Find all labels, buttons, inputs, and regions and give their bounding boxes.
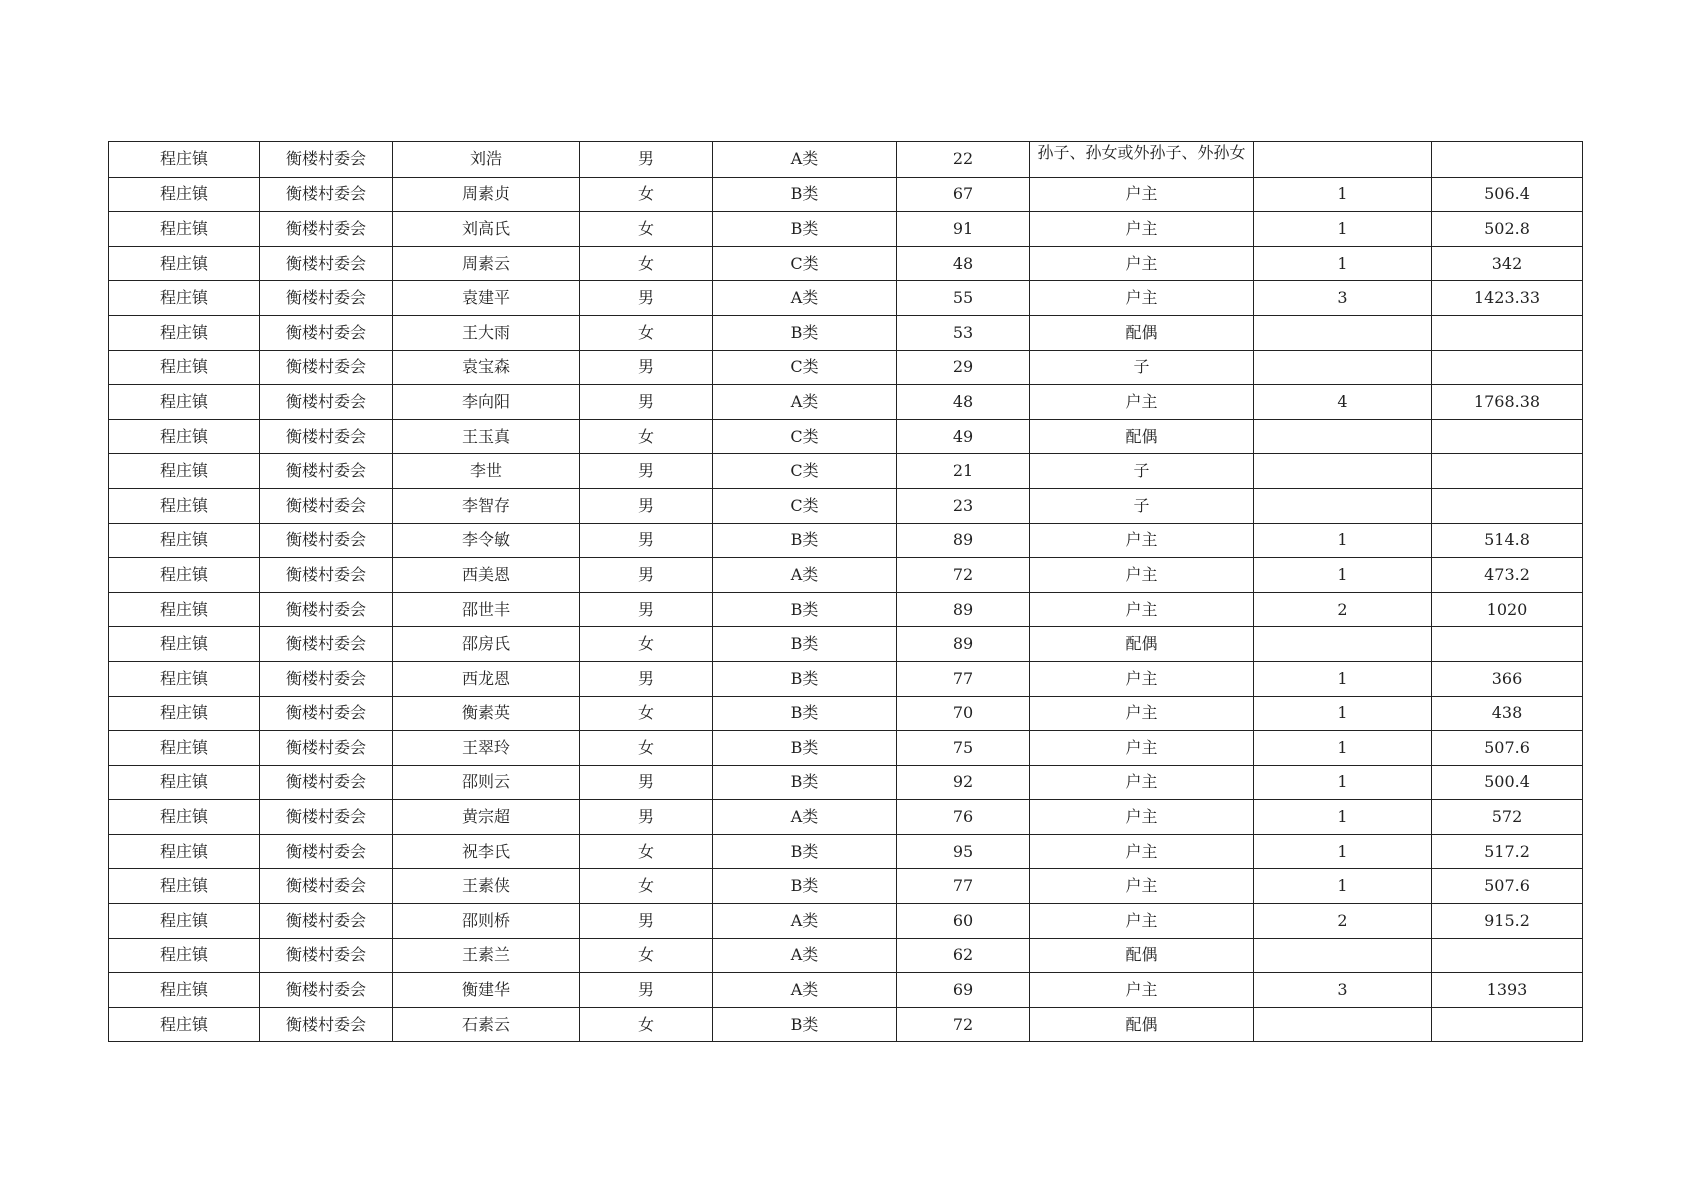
table-row bbox=[109, 731, 1583, 766]
household-size-cell bbox=[1254, 419, 1432, 454]
household-size-cell bbox=[1254, 454, 1432, 489]
name-cell: 周素贞 bbox=[393, 177, 580, 212]
amount-cell: 1020 bbox=[1432, 592, 1583, 627]
category-cell: B类 bbox=[713, 731, 897, 766]
table-row bbox=[109, 800, 1583, 835]
town-cell: 程庄镇 bbox=[109, 938, 260, 973]
age-cell: 72 bbox=[897, 558, 1030, 593]
category-cell: B类 bbox=[713, 177, 897, 212]
town-cell: 程庄镇 bbox=[109, 800, 260, 835]
category-cell: A类 bbox=[713, 973, 897, 1008]
amount-cell bbox=[1432, 315, 1583, 350]
category-cell: B类 bbox=[713, 212, 897, 247]
gender-cell: 女 bbox=[580, 627, 713, 662]
name-cell: 李向阳 bbox=[393, 385, 580, 420]
category-cell: A类 bbox=[713, 385, 897, 420]
household-size-cell: 1 bbox=[1254, 869, 1432, 904]
gender-cell: 女 bbox=[580, 938, 713, 973]
name-cell: 李智存 bbox=[393, 488, 580, 523]
table-row bbox=[109, 419, 1583, 454]
amount-cell: 342 bbox=[1432, 246, 1583, 281]
household-size-cell bbox=[1254, 488, 1432, 523]
name-cell: 祝李氏 bbox=[393, 834, 580, 869]
table-body bbox=[109, 142, 1583, 1042]
table-row bbox=[109, 315, 1583, 350]
amount-cell bbox=[1432, 488, 1583, 523]
village-committee-cell: 衡楼村委会 bbox=[260, 1007, 393, 1042]
village-committee-cell: 衡楼村委会 bbox=[260, 627, 393, 662]
household-size-cell bbox=[1254, 938, 1432, 973]
age-cell: 77 bbox=[897, 869, 1030, 904]
relation-cell: 户主 bbox=[1030, 765, 1254, 800]
gender-cell: 男 bbox=[580, 142, 713, 178]
household-size-cell: 1 bbox=[1254, 177, 1432, 212]
age-cell: 92 bbox=[897, 765, 1030, 800]
household-size-cell: 2 bbox=[1254, 904, 1432, 939]
gender-cell: 男 bbox=[580, 558, 713, 593]
village-committee-cell: 衡楼村委会 bbox=[260, 661, 393, 696]
name-cell: 西龙恩 bbox=[393, 661, 580, 696]
category-cell: A类 bbox=[713, 142, 897, 178]
town-cell: 程庄镇 bbox=[109, 869, 260, 904]
category-cell: B类 bbox=[713, 315, 897, 350]
amount-cell: 500.4 bbox=[1432, 765, 1583, 800]
relation-cell: 户主 bbox=[1030, 731, 1254, 766]
town-cell: 程庄镇 bbox=[109, 246, 260, 281]
amount-cell: 366 bbox=[1432, 661, 1583, 696]
name-cell: 黄宗超 bbox=[393, 800, 580, 835]
amount-cell: 915.2 bbox=[1432, 904, 1583, 939]
village-committee-cell: 衡楼村委会 bbox=[260, 834, 393, 869]
town-cell: 程庄镇 bbox=[109, 627, 260, 662]
gender-cell: 女 bbox=[580, 696, 713, 731]
amount-cell: 438 bbox=[1432, 696, 1583, 731]
age-cell: 95 bbox=[897, 834, 1030, 869]
household-size-cell: 1 bbox=[1254, 696, 1432, 731]
table-row bbox=[109, 142, 1583, 178]
village-committee-cell: 衡楼村委会 bbox=[260, 419, 393, 454]
gender-cell: 女 bbox=[580, 1007, 713, 1042]
relation-cell: 户主 bbox=[1030, 523, 1254, 558]
age-cell: 48 bbox=[897, 385, 1030, 420]
household-size-cell: 3 bbox=[1254, 973, 1432, 1008]
table-row bbox=[109, 765, 1583, 800]
category-cell: B类 bbox=[713, 765, 897, 800]
village-committee-cell: 衡楼村委会 bbox=[260, 350, 393, 385]
category-cell: A类 bbox=[713, 800, 897, 835]
household-size-cell: 2 bbox=[1254, 592, 1432, 627]
gender-cell: 男 bbox=[580, 592, 713, 627]
name-cell: 刘浩 bbox=[393, 142, 580, 178]
town-cell: 程庄镇 bbox=[109, 904, 260, 939]
village-committee-cell: 衡楼村委会 bbox=[260, 696, 393, 731]
gender-cell: 女 bbox=[580, 869, 713, 904]
town-cell: 程庄镇 bbox=[109, 834, 260, 869]
town-cell: 程庄镇 bbox=[109, 592, 260, 627]
household-size-cell: 1 bbox=[1254, 800, 1432, 835]
name-cell: 石素云 bbox=[393, 1007, 580, 1042]
relation-cell: 户主 bbox=[1030, 592, 1254, 627]
gender-cell: 男 bbox=[580, 281, 713, 316]
town-cell: 程庄镇 bbox=[109, 315, 260, 350]
town-cell: 程庄镇 bbox=[109, 661, 260, 696]
household-size-cell bbox=[1254, 1007, 1432, 1042]
gender-cell: 女 bbox=[580, 177, 713, 212]
household-size-cell: 1 bbox=[1254, 212, 1432, 247]
category-cell: A类 bbox=[713, 281, 897, 316]
category-cell: B类 bbox=[713, 627, 897, 662]
table-row bbox=[109, 627, 1583, 662]
age-cell: 55 bbox=[897, 281, 1030, 316]
category-cell: C类 bbox=[713, 419, 897, 454]
name-cell: 邵则云 bbox=[393, 765, 580, 800]
village-committee-cell: 衡楼村委会 bbox=[260, 558, 393, 593]
category-cell: C类 bbox=[713, 350, 897, 385]
gender-cell: 男 bbox=[580, 385, 713, 420]
amount-cell bbox=[1432, 454, 1583, 489]
household-size-cell: 1 bbox=[1254, 246, 1432, 281]
village-committee-cell: 衡楼村委会 bbox=[260, 385, 393, 420]
town-cell: 程庄镇 bbox=[109, 281, 260, 316]
relation-cell: 户主 bbox=[1030, 696, 1254, 731]
age-cell: 62 bbox=[897, 938, 1030, 973]
village-committee-cell: 衡楼村委会 bbox=[260, 315, 393, 350]
gender-cell: 女 bbox=[580, 834, 713, 869]
gender-cell: 男 bbox=[580, 488, 713, 523]
amount-cell: 473.2 bbox=[1432, 558, 1583, 593]
table-row bbox=[109, 1007, 1583, 1042]
village-committee-cell: 衡楼村委会 bbox=[260, 731, 393, 766]
age-cell: 89 bbox=[897, 592, 1030, 627]
relation-cell: 户主 bbox=[1030, 385, 1254, 420]
age-cell: 69 bbox=[897, 973, 1030, 1008]
category-cell: A类 bbox=[713, 938, 897, 973]
town-cell: 程庄镇 bbox=[109, 385, 260, 420]
town-cell: 程庄镇 bbox=[109, 765, 260, 800]
relation-cell: 户主 bbox=[1030, 212, 1254, 247]
household-size-cell: 1 bbox=[1254, 765, 1432, 800]
amount-cell: 1393 bbox=[1432, 973, 1583, 1008]
household-size-cell: 4 bbox=[1254, 385, 1432, 420]
name-cell: 邵世丰 bbox=[393, 592, 580, 627]
relation-cell: 户主 bbox=[1030, 834, 1254, 869]
age-cell: 76 bbox=[897, 800, 1030, 835]
relation-cell: 户主 bbox=[1030, 661, 1254, 696]
village-committee-cell: 衡楼村委会 bbox=[260, 800, 393, 835]
town-cell: 程庄镇 bbox=[109, 488, 260, 523]
table-row bbox=[109, 246, 1583, 281]
age-cell: 29 bbox=[897, 350, 1030, 385]
amount-cell: 514.8 bbox=[1432, 523, 1583, 558]
gender-cell: 女 bbox=[580, 246, 713, 281]
category-cell: B类 bbox=[713, 869, 897, 904]
gender-cell: 男 bbox=[580, 350, 713, 385]
name-cell: 王玉真 bbox=[393, 419, 580, 454]
category-cell: B类 bbox=[713, 696, 897, 731]
amount-cell: 572 bbox=[1432, 800, 1583, 835]
relation-cell: 孙子、孙女或外孙子、外孙女 bbox=[1030, 142, 1254, 178]
town-cell: 程庄镇 bbox=[109, 350, 260, 385]
relation-cell: 配偶 bbox=[1030, 938, 1254, 973]
village-committee-cell: 衡楼村委会 bbox=[260, 765, 393, 800]
table-row bbox=[109, 661, 1583, 696]
village-committee-cell: 衡楼村委会 bbox=[260, 177, 393, 212]
town-cell: 程庄镇 bbox=[109, 212, 260, 247]
town-cell: 程庄镇 bbox=[109, 558, 260, 593]
age-cell: 21 bbox=[897, 454, 1030, 489]
household-size-cell: 1 bbox=[1254, 523, 1432, 558]
village-committee-cell: 衡楼村委会 bbox=[260, 592, 393, 627]
relation-cell: 配偶 bbox=[1030, 315, 1254, 350]
amount-cell: 507.6 bbox=[1432, 869, 1583, 904]
age-cell: 48 bbox=[897, 246, 1030, 281]
town-cell: 程庄镇 bbox=[109, 142, 260, 178]
category-cell: B类 bbox=[713, 1007, 897, 1042]
household-size-cell bbox=[1254, 315, 1432, 350]
household-size-cell: 1 bbox=[1254, 834, 1432, 869]
gender-cell: 男 bbox=[580, 454, 713, 489]
table-row bbox=[109, 592, 1583, 627]
household-size-cell bbox=[1254, 142, 1432, 178]
relation-cell: 户主 bbox=[1030, 558, 1254, 593]
gender-cell: 女 bbox=[580, 419, 713, 454]
name-cell: 王大雨 bbox=[393, 315, 580, 350]
table-row bbox=[109, 869, 1583, 904]
town-cell: 程庄镇 bbox=[109, 454, 260, 489]
table-row bbox=[109, 834, 1583, 869]
amount-cell bbox=[1432, 350, 1583, 385]
data-table bbox=[108, 141, 1583, 1042]
gender-cell: 女 bbox=[580, 212, 713, 247]
relation-cell: 户主 bbox=[1030, 973, 1254, 1008]
town-cell: 程庄镇 bbox=[109, 696, 260, 731]
amount-cell bbox=[1432, 419, 1583, 454]
household-size-cell: 3 bbox=[1254, 281, 1432, 316]
age-cell: 67 bbox=[897, 177, 1030, 212]
table-row bbox=[109, 558, 1583, 593]
category-cell: B类 bbox=[713, 661, 897, 696]
age-cell: 23 bbox=[897, 488, 1030, 523]
household-size-cell: 1 bbox=[1254, 558, 1432, 593]
name-cell: 邵则桥 bbox=[393, 904, 580, 939]
category-cell: C类 bbox=[713, 454, 897, 489]
age-cell: 91 bbox=[897, 212, 1030, 247]
amount-cell bbox=[1432, 938, 1583, 973]
gender-cell: 男 bbox=[580, 904, 713, 939]
relation-cell: 户主 bbox=[1030, 177, 1254, 212]
name-cell: 袁建平 bbox=[393, 281, 580, 316]
amount-cell: 517.2 bbox=[1432, 834, 1583, 869]
gender-cell: 男 bbox=[580, 661, 713, 696]
table-row bbox=[109, 212, 1583, 247]
table-row bbox=[109, 177, 1583, 212]
relation-cell: 配偶 bbox=[1030, 1007, 1254, 1042]
age-cell: 53 bbox=[897, 315, 1030, 350]
relation-cell: 配偶 bbox=[1030, 627, 1254, 662]
name-cell: 王素侠 bbox=[393, 869, 580, 904]
relation-cell: 子 bbox=[1030, 454, 1254, 489]
age-cell: 89 bbox=[897, 627, 1030, 662]
relation-cell: 户主 bbox=[1030, 800, 1254, 835]
age-cell: 89 bbox=[897, 523, 1030, 558]
gender-cell: 男 bbox=[580, 973, 713, 1008]
name-cell: 衡素英 bbox=[393, 696, 580, 731]
name-cell: 李令敏 bbox=[393, 523, 580, 558]
table-row bbox=[109, 281, 1583, 316]
village-committee-cell: 衡楼村委会 bbox=[260, 281, 393, 316]
age-cell: 49 bbox=[897, 419, 1030, 454]
amount-cell bbox=[1432, 142, 1583, 178]
relation-cell: 子 bbox=[1030, 488, 1254, 523]
relation-cell: 子 bbox=[1030, 350, 1254, 385]
category-cell: A类 bbox=[713, 558, 897, 593]
household-size-cell: 1 bbox=[1254, 731, 1432, 766]
name-cell: 邵房氏 bbox=[393, 627, 580, 662]
table-row bbox=[109, 696, 1583, 731]
relation-cell: 户主 bbox=[1030, 246, 1254, 281]
table-row bbox=[109, 385, 1583, 420]
village-committee-cell: 衡楼村委会 bbox=[260, 938, 393, 973]
village-committee-cell: 衡楼村委会 bbox=[260, 246, 393, 281]
amount-cell: 506.4 bbox=[1432, 177, 1583, 212]
village-committee-cell: 衡楼村委会 bbox=[260, 454, 393, 489]
category-cell: C类 bbox=[713, 488, 897, 523]
amount-cell: 502.8 bbox=[1432, 212, 1583, 247]
name-cell: 刘高氏 bbox=[393, 212, 580, 247]
amount-cell bbox=[1432, 1007, 1583, 1042]
name-cell: 王翠玲 bbox=[393, 731, 580, 766]
amount-cell: 1768.38 bbox=[1432, 385, 1583, 420]
age-cell: 77 bbox=[897, 661, 1030, 696]
table-row bbox=[109, 904, 1583, 939]
village-committee-cell: 衡楼村委会 bbox=[260, 212, 393, 247]
gender-cell: 男 bbox=[580, 523, 713, 558]
gender-cell: 男 bbox=[580, 800, 713, 835]
relation-cell: 户主 bbox=[1030, 869, 1254, 904]
town-cell: 程庄镇 bbox=[109, 1007, 260, 1042]
age-cell: 75 bbox=[897, 731, 1030, 766]
town-cell: 程庄镇 bbox=[109, 731, 260, 766]
name-cell: 李世 bbox=[393, 454, 580, 489]
village-committee-cell: 衡楼村委会 bbox=[260, 904, 393, 939]
name-cell: 衡建华 bbox=[393, 973, 580, 1008]
gender-cell: 女 bbox=[580, 731, 713, 766]
age-cell: 70 bbox=[897, 696, 1030, 731]
name-cell: 周素云 bbox=[393, 246, 580, 281]
category-cell: C类 bbox=[713, 246, 897, 281]
relation-cell: 户主 bbox=[1030, 281, 1254, 316]
village-committee-cell: 衡楼村委会 bbox=[260, 869, 393, 904]
table-row bbox=[109, 938, 1583, 973]
town-cell: 程庄镇 bbox=[109, 177, 260, 212]
amount-cell: 1423.33 bbox=[1432, 281, 1583, 316]
household-size-cell bbox=[1254, 350, 1432, 385]
table-row bbox=[109, 454, 1583, 489]
table-row bbox=[109, 523, 1583, 558]
village-committee-cell: 衡楼村委会 bbox=[260, 488, 393, 523]
category-cell: A类 bbox=[713, 904, 897, 939]
town-cell: 程庄镇 bbox=[109, 419, 260, 454]
town-cell: 程庄镇 bbox=[109, 973, 260, 1008]
village-committee-cell: 衡楼村委会 bbox=[260, 142, 393, 178]
age-cell: 60 bbox=[897, 904, 1030, 939]
gender-cell: 女 bbox=[580, 315, 713, 350]
category-cell: B类 bbox=[713, 523, 897, 558]
name-cell: 西美恩 bbox=[393, 558, 580, 593]
category-cell: B类 bbox=[713, 592, 897, 627]
category-cell: B类 bbox=[713, 834, 897, 869]
village-committee-cell: 衡楼村委会 bbox=[260, 523, 393, 558]
name-cell: 袁宝森 bbox=[393, 350, 580, 385]
name-cell: 王素兰 bbox=[393, 938, 580, 973]
amount-cell bbox=[1432, 627, 1583, 662]
table-row bbox=[109, 973, 1583, 1008]
age-cell: 72 bbox=[897, 1007, 1030, 1042]
household-size-cell: 1 bbox=[1254, 661, 1432, 696]
village-committee-cell: 衡楼村委会 bbox=[260, 973, 393, 1008]
amount-cell: 507.6 bbox=[1432, 731, 1583, 766]
relation-cell: 配偶 bbox=[1030, 419, 1254, 454]
gender-cell: 男 bbox=[580, 765, 713, 800]
table-row bbox=[109, 350, 1583, 385]
table-row bbox=[109, 488, 1583, 523]
town-cell: 程庄镇 bbox=[109, 523, 260, 558]
relation-cell: 户主 bbox=[1030, 904, 1254, 939]
household-size-cell bbox=[1254, 627, 1432, 662]
age-cell: 22 bbox=[897, 142, 1030, 178]
